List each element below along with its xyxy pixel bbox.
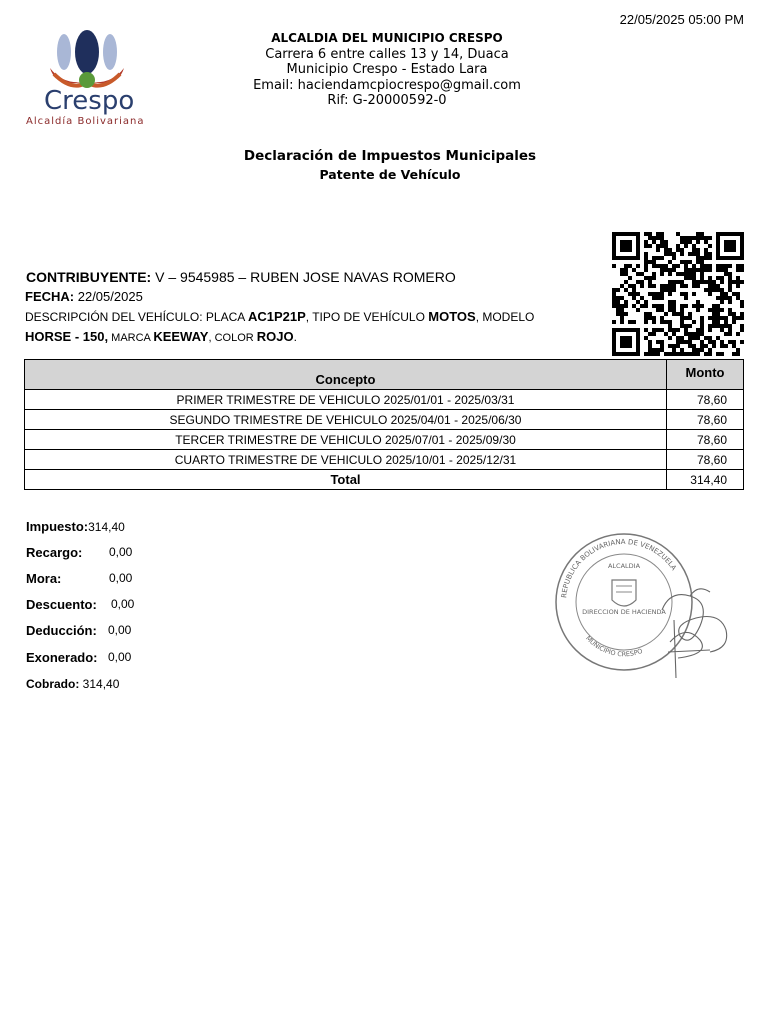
org-name: ALCALDIA DEL MUNICIPIO CRESPO [271,31,503,45]
org-municipality: Municipio Crespo - Estado Lara [286,62,488,77]
contributor-label: CONTRIBUYENTE: [26,269,152,285]
contributor-value: V – 9545985 – RUBEN JOSE NAVAS ROMERO [155,269,456,285]
summary-value: 0,00 [109,545,133,559]
vehicle-desc-label: DESCRIPCIÓN DEL VEHÍCULO: PLACA [25,310,248,324]
vehicle-brand-label: MARCA [108,332,154,344]
summary-impuesto [26,519,125,534]
document-titles [0,148,768,182]
summary-label: Recargo: [26,545,83,560]
summary-value: 0,00 [108,650,132,664]
header-block [180,31,594,109]
date-label: FECHA: [25,289,75,304]
summary-deduccion [26,623,132,638]
table-row [25,390,744,410]
document-title: Declaración de Impuestos Municipales [243,148,537,164]
stamp-inner-text: ALCALDIA [607,562,641,570]
summary-value: 0,00 [108,623,132,637]
org-rif: Rif: G-20000592-0 [327,93,447,108]
summary-value: 0,00 [111,597,135,611]
summary-label: Descuento: [26,597,97,612]
table-row [25,410,744,430]
summary-label: Exonerado: [26,650,98,665]
document-subtitle: Patente de Vehículo [319,167,461,182]
stamp-ring-text: REPUBLICA BOLIVARIANA DE VENEZUELA [560,537,678,599]
summary-descuento [26,597,135,612]
summary-value: 0,00 [109,571,133,585]
total-amount: 314,40 [667,470,744,490]
vehicle-plate: AC1P21P [247,309,306,324]
column-header-concept: Concepto [25,360,667,390]
row-concept: CUARTO TRIMESTRE DE VEHICULO 2025/10/01 - 2025/12/31 [25,450,667,470]
date-value: 22/05/2025 [77,289,143,304]
summary-label: Mora: [26,571,62,586]
row-amount: 78,60 [667,450,744,470]
summary-label: Impuesto: [26,519,89,534]
vehicle-desc-end: . [293,330,297,344]
summary-value: 314,40 [82,677,120,691]
logo-wordmark: Crespo [44,86,135,116]
date-line [25,289,143,304]
org-email: Email: haciendamcpiocrespo@gmail.com [253,77,521,93]
logo-subtitle: Alcaldía Bolivariana [26,116,145,127]
official-stamp [550,530,740,680]
stamp-bottom-text: MUNICIPIO CRESPO [584,634,644,659]
tax-table [24,359,744,490]
vehicle-color-label: , COLOR [208,332,257,344]
vehicle-model-label: , MODELO [475,310,535,324]
summary-cobrado [26,677,119,691]
row-amount: 78,60 [667,390,744,410]
stamp-office-text: DIRECCION DE HACIENDA [582,608,666,616]
vehicle-type-label: , TIPO DE VEHÍCULO [305,310,429,324]
row-amount: 78,60 [667,410,744,430]
vehicle-color: ROJO [256,329,294,344]
row-concept: PRIMER TRIMESTRE DE VEHICULO 2025/01/01 - 2025/03/31 [25,390,667,410]
summary-label: Cobrado: [26,677,80,691]
summary-value: 314,40 [88,520,125,534]
table-total-row [25,470,744,490]
row-amount: 78,60 [667,430,744,450]
summary-mora [26,571,133,586]
vehicle-brand: KEEWAY [153,329,209,344]
column-header-amount: Monto [667,360,744,390]
org-address: Carrera 6 entre calles 13 y 14, Duaca [265,46,509,62]
vehicle-type: MOTOS [428,309,476,324]
qr-code-icon [612,232,744,356]
table-row [25,430,744,450]
table-header-row [25,360,744,390]
vehicle-model: HORSE - 150, [25,329,109,344]
total-label: Total [25,470,667,490]
summary-exonerado [26,650,132,665]
vehicle-description [25,307,585,348]
contributor-line [26,269,456,285]
summary-recargo [26,545,133,560]
summary-label: Deducción: [26,623,97,638]
row-concept: TERCER TRIMESTRE DE VEHICULO 2025/07/01 - 2025/09/30 [25,430,667,450]
row-concept: SEGUNDO TRIMESTRE DE VEHICULO 2025/04/01 - 2025/06/30 [25,410,667,430]
table-row [25,450,744,470]
print-timestamp: 22/05/2025 05:00 PM [619,12,744,27]
